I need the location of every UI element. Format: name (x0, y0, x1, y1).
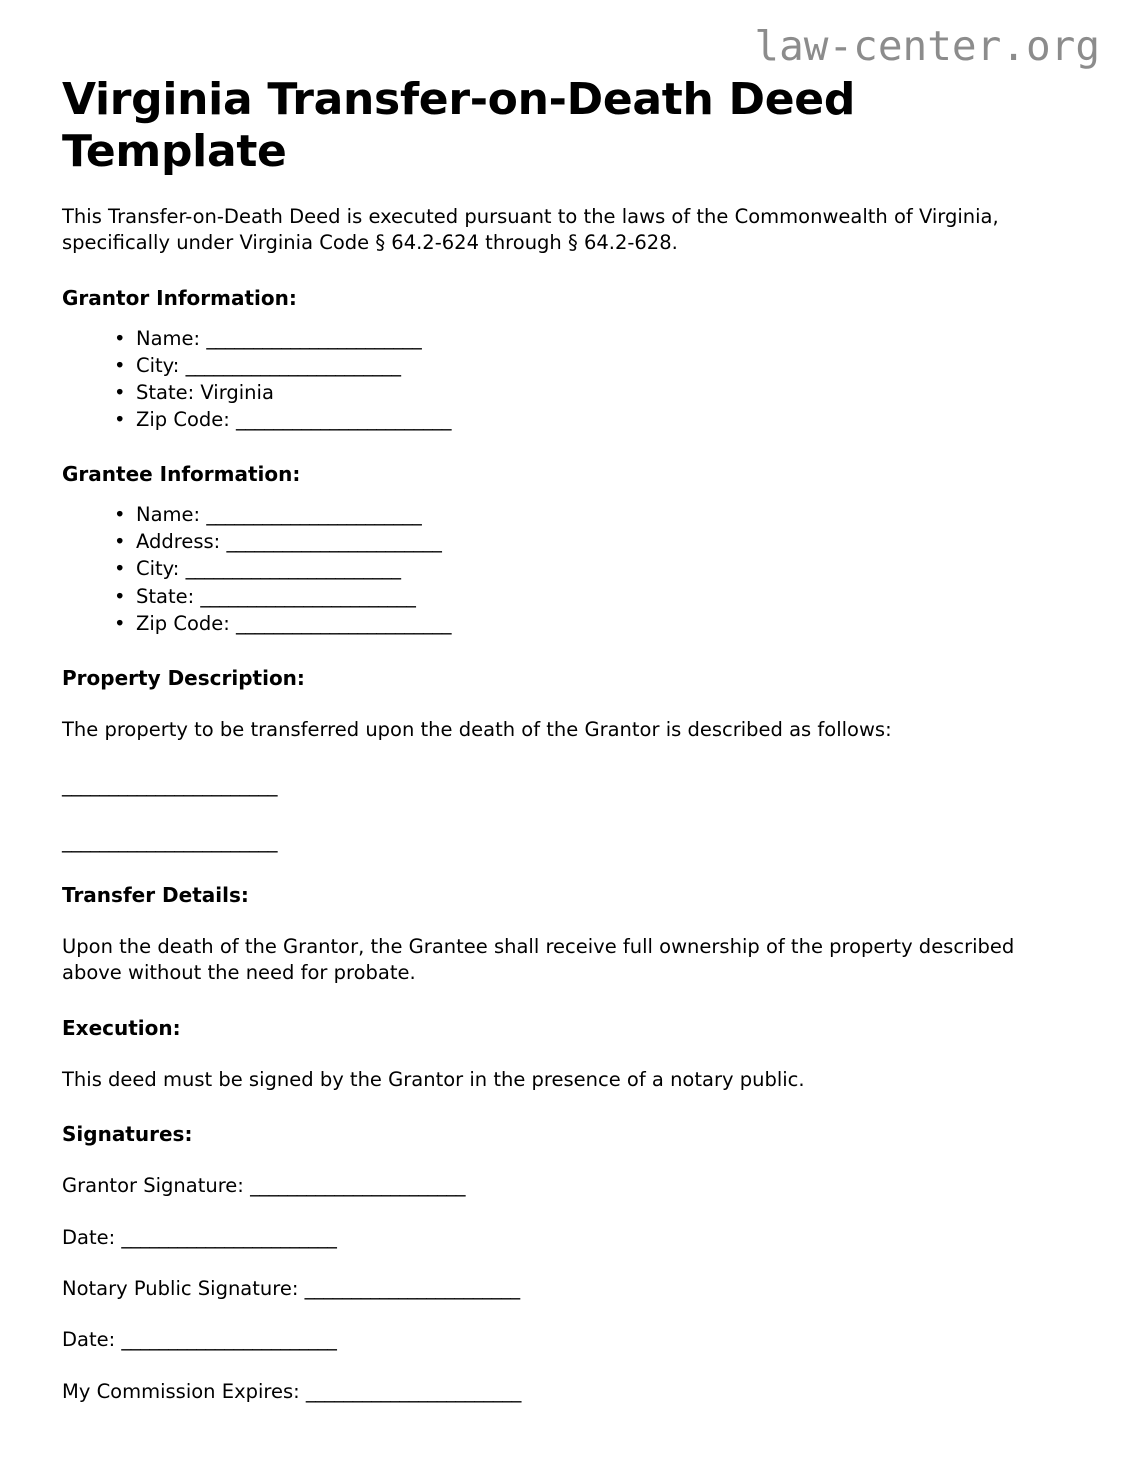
property-description-heading: Property Description: (62, 665, 305, 690)
field-label: My Commission Expires: (62, 1379, 306, 1403)
grantor-signature-line (62, 1173, 1071, 1198)
field-blank[interactable]: _______________________ (304, 1277, 520, 1301)
field-label: Grantor Signature: (62, 1174, 251, 1198)
list-item (136, 352, 1071, 379)
field-label: Name: (136, 503, 207, 527)
property-description-body: The property to be transferred upon the death of the Grantor is described as follows: (62, 717, 892, 741)
field-label: Address: (136, 530, 227, 554)
grantee-fields-list (62, 501, 1071, 636)
field-label: Date: (62, 1225, 122, 1249)
list-item (136, 379, 1071, 406)
field-blank[interactable]: _______________________ (185, 353, 401, 377)
field-label: State: (136, 584, 201, 608)
field-blank[interactable]: _______________________ (206, 503, 422, 527)
property-blank-line-1[interactable]: _______________________ (62, 774, 278, 798)
field-blank[interactable]: _______________________ (226, 530, 442, 554)
notary-date-line (62, 1327, 1071, 1352)
commission-expires-line (62, 1379, 1071, 1404)
field-label: Date: (62, 1328, 122, 1352)
field-label: City: (136, 353, 186, 377)
field-label: Zip Code: (136, 611, 237, 635)
field-blank[interactable]: _______________________ (236, 408, 452, 432)
field-blank[interactable]: _______________________ (305, 1379, 521, 1403)
list-item (136, 583, 1071, 610)
transfer-details-body: Upon the death of the Grantor, the Grantee shall receive full ownership of the property described above without the need for probate. (62, 934, 1015, 985)
property-blank-line-2[interactable]: _______________________ (62, 829, 278, 853)
transfer-details-heading: Transfer Details: (62, 882, 249, 907)
list-item (136, 555, 1071, 582)
site-watermark: law-center.org (754, 22, 1100, 70)
signatures-heading: Signatures: (62, 1122, 193, 1147)
page-title: Virginia Transfer-on-Death Deed Template (62, 74, 856, 177)
list-item (136, 501, 1071, 528)
list-item (136, 325, 1071, 352)
field-blank[interactable]: _______________________ (250, 1174, 466, 1198)
field-label: City: (136, 557, 186, 581)
grantor-information-heading: Grantor Information: (62, 285, 297, 310)
list-item (136, 528, 1071, 555)
field-blank[interactable]: _______________________ (236, 611, 452, 635)
notary-signature-line (62, 1276, 1071, 1301)
field-label: Name: (136, 326, 207, 350)
field-blank[interactable]: _______________________ (185, 557, 401, 581)
grantor-date-line (62, 1225, 1071, 1250)
intro-paragraph: This Transfer-on-Death Deed is executed pursuant to the laws of the Commonwealth of Virginia, specifically under Virginia Code § 64.2-624 through § 64.2-628. (62, 204, 999, 255)
grantor-fields-list (62, 325, 1071, 433)
list-item (136, 610, 1071, 637)
field-label: State: Virginia (136, 381, 274, 405)
field-blank[interactable]: _______________________ (121, 1328, 337, 1352)
field-blank[interactable]: _______________________ (206, 326, 422, 350)
field-label: Notary Public Signature: (62, 1277, 305, 1301)
field-label: Zip Code: (136, 408, 237, 432)
execution-heading: Execution: (62, 1015, 181, 1040)
field-blank[interactable]: _______________________ (200, 584, 416, 608)
execution-body: This deed must be signed by the Grantor in the presence of a notary public. (62, 1067, 805, 1091)
grantee-information-heading: Grantee Information: (62, 462, 301, 487)
field-blank[interactable]: _______________________ (121, 1225, 337, 1249)
list-item (136, 406, 1071, 433)
